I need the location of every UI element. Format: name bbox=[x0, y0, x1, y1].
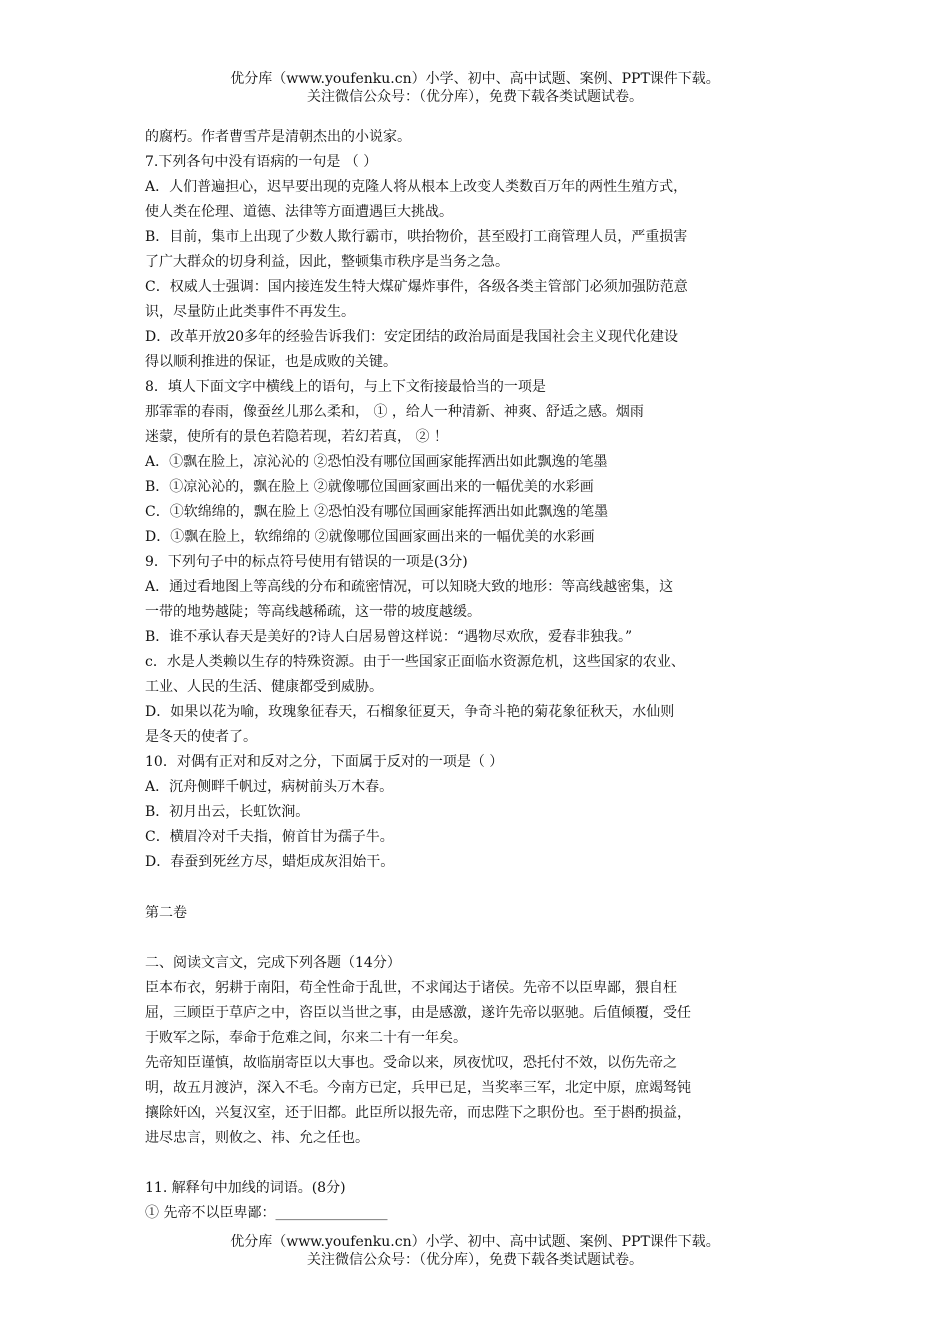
question-8: 8．填人下面文字中横线上的语句，与上下文衔接最恰当的一项是 bbox=[145, 379, 546, 395]
option-8a: A．①飘在脸上，凉沁沁的 ②恐怕没有哪位国画家能挥洒出如此飘逸的笔墨 bbox=[145, 454, 608, 470]
option-7a-line-2: 使人类在伦理、道德、法律等方面遭遇巨大挑战。 bbox=[145, 204, 453, 220]
option-10b: B．初月出云，长虹饮涧。 bbox=[145, 804, 310, 820]
passage-p1-line-3: 于败军之际，奉命于危难之间，尔来二十有一年矣。 bbox=[145, 1030, 467, 1046]
option-9a-line-2: 一带的地势越陡；等高线越稀疏，这一带的坡度越缓。 bbox=[145, 604, 481, 620]
option-9c-line-1: c．水是人类赖以生存的特殊资源。由于一些国家正面临水资源危机，这些国家的农业、 bbox=[145, 654, 685, 670]
page-header bbox=[0, 70, 950, 106]
question-11: 11. 解释句中加线的词语。(8分) bbox=[145, 1180, 346, 1196]
page-footer bbox=[0, 1233, 950, 1269]
option-9b: B．谁不承认春天是美好的?诗人白居易曾这样说：“遇物尽欢欣，爱春非独我。” bbox=[145, 629, 633, 645]
option-7a-line-1: A．人们普遍担心，迟早要出现的克隆人将从根本上改变人类数百万年的两性生殖方式， bbox=[145, 179, 688, 195]
footer-line-2: 关注微信公众号：（优分库），免费下载各类试题试卷。 bbox=[307, 1252, 643, 1268]
passage-p1-line-1: 臣本布衣，躬耕于南阳，苟全性命于乱世，不求闻达于诸侯。先帝不以臣卑鄙，猥自枉 bbox=[145, 980, 677, 996]
header-line-1: 优分库（www.youfenku.cn）小学、初中、高中试题、案例、PPT课件下载。 bbox=[230, 71, 720, 87]
header-line-2: 关注微信公众号：（优分库），免费下载各类试题试卷。 bbox=[307, 89, 643, 105]
option-7b-line-1: B．目前，集市上出现了少数人欺行霸市，哄抬物价，甚至殴打工商管理人员，严重损害 bbox=[145, 229, 688, 245]
section-title-part-2: 第二卷 bbox=[145, 905, 187, 921]
question-11-item-1: ① 先帝不以臣卑鄙：________________ bbox=[145, 1205, 388, 1221]
option-9a-line-1: A．通过看地图上等高线的分布和疏密情况，可以知晓大致的地形：等高线越密集，这 bbox=[145, 579, 674, 595]
option-8b: B．①凉沁沁的，飘在脸上 ②就像哪位国画家画出来的一幅优美的水彩画 bbox=[145, 479, 594, 495]
footer-line-1: 优分库（www.youfenku.cn）小学、初中、高中试题、案例、PPT课件下载。 bbox=[230, 1234, 720, 1250]
question-10: 10．对偶有正对和反对之分，下面属于反对的一项是（ ） bbox=[145, 754, 504, 770]
question-9: 9．下列句子中的标点符号使用有错误的一项是(3分) bbox=[145, 554, 468, 570]
option-7c-line-2: 识，尽量防止此类事件不再发生。 bbox=[145, 304, 355, 320]
option-9d-line-1: D．如果以花为喻，玫瑰象征春天，石榴象征夏天，争奇斗艳的菊花象征秋天，水仙则 bbox=[145, 704, 675, 720]
option-10c: C．横眉冷对千夫指，俯首甘为孺子牛。 bbox=[145, 829, 394, 845]
passage-p1-line-2: 屈，三顾臣于草庐之中，咨臣以当世之事，由是感激，遂许先帝以驱驰。后值倾覆，受任 bbox=[145, 1005, 691, 1021]
option-7d-line-2: 得以顺利推进的保证，也是成败的关键。 bbox=[145, 354, 397, 370]
question-8-passage-2: 迷蒙，使所有的景色若隐若现，若幻若真， ② ！ bbox=[145, 429, 448, 445]
option-7c-line-1: C．权威人士强调：国内接连发生特大煤矿爆炸事件，各级各类主管部门必须加强防范意 bbox=[145, 279, 688, 295]
option-7b-line-2: 了广大群众的切身利益，因此，整顿集市秩序是当务之急。 bbox=[145, 254, 509, 270]
option-8d: D．①飘在脸上，软绵绵的 ②就像哪位国画家画出来的一幅优美的水彩画 bbox=[145, 529, 595, 545]
option-9d-line-2: 是冬天的使者了。 bbox=[145, 729, 257, 745]
question-8-passage-1: 那霏霏的春雨，像蚕丝儿那么柔和， ① ，给人一种清新、神爽、舒适之感。烟雨 bbox=[145, 404, 644, 420]
option-7d-line-1: D．改革开放20多年的经验告诉我们：安定团结的政治局面是我国社会主义现代化建设 bbox=[145, 329, 679, 345]
section-heading-classical: 二、阅读文言文，完成下列各题（14分） bbox=[145, 955, 401, 971]
question-7: 7.下列各句中没有语病的一句是 （ ） bbox=[145, 154, 378, 170]
passage-p2-line-4: 进尽忠言，则攸之、祎、允之任也。 bbox=[145, 1130, 369, 1146]
text-line: 的腐朽。作者曹雪芹是清朝杰出的小说家。 bbox=[145, 129, 411, 145]
option-8c: C．①软绵绵的，飘在脸上 ②恐怕没有哪位国画家能挥洒出如此飘逸的笔墨 bbox=[145, 504, 609, 520]
passage-p2-line-1: 先帝知臣谨慎，故临崩寄臣以大事也。受命以来，夙夜忧叹，恐托付不效，以伤先帝之 bbox=[145, 1055, 677, 1071]
passage-p2-line-3: 攘除奸凶，兴复汉室，还于旧都。此臣所以报先帝，而忠陛下之职份也。至于斟酌损益， bbox=[145, 1105, 691, 1121]
option-9c-line-2: 工业、人民的生活、健康都受到威胁。 bbox=[145, 679, 383, 695]
option-10d: D．春蚕到死丝方尽，蜡炬成灰泪始干。 bbox=[145, 854, 395, 870]
passage-p2-line-2: 明，故五月渡泸，深入不毛。今南方已定，兵甲已足，当奖率三军，北定中原，庶竭驽钝 bbox=[145, 1080, 691, 1096]
option-10a: A．沉舟侧畔千帆过，病树前头万木春。 bbox=[145, 779, 394, 795]
